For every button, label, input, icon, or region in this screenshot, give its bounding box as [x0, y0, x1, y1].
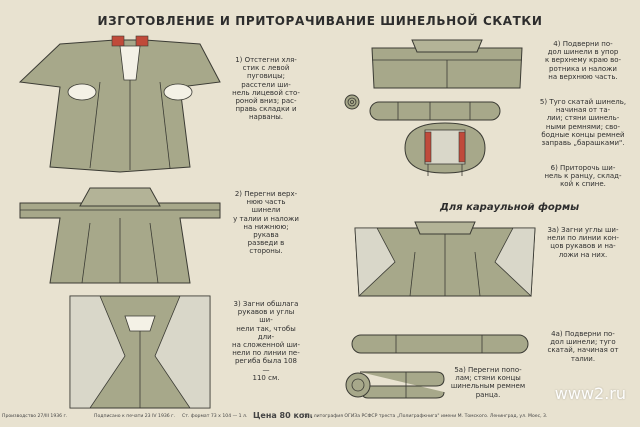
footer-format: Ст. формат 73 х 104 — 1 л.: [182, 414, 248, 419]
figure-3a-corners-folded: [355, 222, 535, 300]
step-2-text: 2) Перегни верх- нюю часть шинели у талии и наложи на нижнюю; рукава разведи в стороны.: [233, 190, 299, 256]
figure-2-folded-at-waist: [20, 188, 220, 298]
figure-4a-rolled-from-waist: [352, 332, 532, 356]
figure-4-hem-folded: [372, 40, 522, 90]
step-6-text: 6) Приторочь ши- нель к ранцу, склад- кой к спине.: [544, 164, 622, 189]
poster-title: ИЗГОТОВЛЕНИЕ И ПРИТОРАЧИВАНИЕ ШИНЕЛЬНОЙ СКАТКИ: [97, 14, 543, 28]
figure-5a-folded-in-half: [346, 368, 446, 402]
step-3-text: 3) Загни обшлага рукавов и углы ши- нели так, чтобы дли- на сложенной ши- нели по линии пе- региба была 108— 110 см.: [232, 300, 301, 382]
step-5-text: 5) Туго скатай шинель, начиная от та- лии; стяни шинель- ными ремнями; сво- бодные концы ремней заправь „барашками".: [539, 98, 627, 148]
figure-1-spread-overcoat: [20, 32, 220, 172]
imprint-footer: [0, 412, 640, 424]
footer-signed: Подписано к печати 23 IV 1936 г.: [94, 414, 176, 419]
figure-5-roll-end-icon: [344, 94, 360, 110]
watermark: www2.ru: [554, 384, 626, 403]
guard-form-heading: Для караульной формы: [440, 202, 580, 213]
step-4a-text: 4а) Подверни по- дол шинели; туго скатай, начиная от талии.: [547, 330, 619, 363]
footer-printer: 24-я литография ОГИЗа РСФСР треста „Полиграфкнига" имени М. Томского. Ленинград, ул. Моес, 3.: [302, 414, 548, 419]
step-4-text: 4) Подверни по- дол шинели в упор к верхнему краю во- ротника и наложи на верхнюю часть.: [544, 40, 621, 81]
step-1-text: 1) Отстегни хля- стик с левой пуговицы; расстели ши- нель лицевой сто- роной вниз; рас- правь складки и нарваны.: [232, 56, 300, 122]
figure-6-attached-to-pack: [400, 118, 490, 178]
step-3a-text: 3а) Загни углы ши- нели по линии кон- цов рукавов и на- ложи на них.: [547, 226, 619, 259]
footer-price: Цена 80 коп.: [253, 411, 313, 420]
footer-production: Производство 27/III 1936 г.: [2, 414, 68, 419]
figure-3-cuffs-folded: [70, 296, 210, 411]
step-5a-text: 5а) Перегни попо- лам; стяни концы шинельным ремнем ранца.: [450, 366, 526, 399]
